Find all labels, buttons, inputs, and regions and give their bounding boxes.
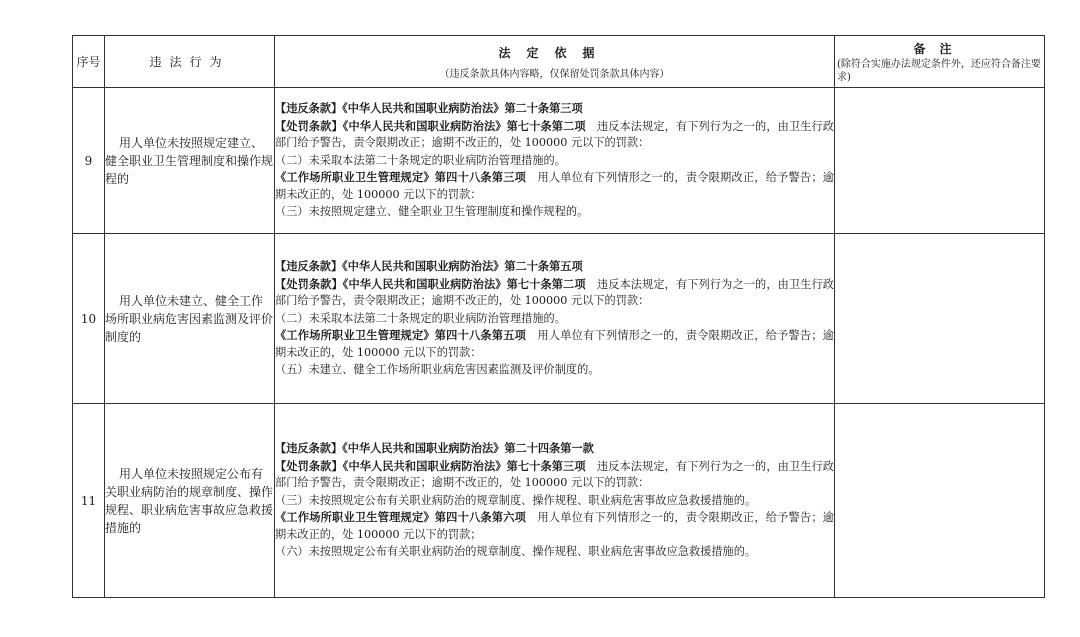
basis-line: （三）未按照规定公布有关职业病防治的规章制度、操作规程、职业病危害事故应急救援措施的。 [275, 493, 757, 507]
header-remark-note: (除符合实施办法规定条件外，还应符合备注要求) [837, 59, 1041, 83]
basis-line: 【违反条款】《中华人民共和国职业病防治法》第二十条第五项 [275, 258, 583, 273]
basis-line: （二）未采取本法第二十条规定的职业病防治管理措施的。 [275, 153, 566, 167]
header-violation: 违法行为 [105, 36, 275, 88]
basis-line: 【处罚条款】《中华人民共和国职业病防治法》第七十条第二项 违反本法规定，有下列行为之一的，由卫生行政部门给予警告，责令限期改正；逾期不改正的，处 100000 元以下的罚款： [275, 276, 834, 308]
row-violation: 用人单位未按照规定公布有关职业病防治的规章制度、操作规程、职业病危害事故应急救援措施的 [105, 404, 275, 598]
row-seq: 11 [73, 404, 105, 598]
regulation-table [72, 35, 1045, 598]
row-seq: 9 [73, 88, 105, 234]
header-basis-title: 法定依据 [498, 45, 611, 60]
header-remark-title: 备注 [913, 42, 966, 56]
table-header-row [73, 36, 1045, 88]
basis-line: （二）未采取本法第二十条规定的职业病防治管理措施的。 [275, 311, 566, 325]
basis-line: （三）未按照规定建立、健全职业卫生管理制度和操作规程的。 [275, 205, 589, 219]
row-violation: 用人单位未按照规定建立、健全职业卫生管理制度和操作规程的 [105, 88, 275, 234]
header-basis [275, 36, 835, 88]
row-basis [275, 404, 835, 598]
basis-line: 《工作场所职业卫生管理规定》第四十八条第三项 用人单位有下列情形之一的，责令限期改正，给予警告；逾期未改正的，处 100000 元以下的罚款： [275, 170, 834, 201]
basis-line: （六）未按照规定公布有关职业病防治的规章制度、操作规程、职业病危害事故应急救援措施的。 [275, 545, 757, 559]
basis-line: 《工作场所职业卫生管理规定》第四十八条第五项 用人单位有下列情形之一的，责令限期改正，给予警告；逾期未改正的，处 100000 元以下的罚款： [275, 328, 834, 359]
table-row [73, 88, 1045, 234]
header-remark [835, 36, 1045, 88]
basis-line: （五）未建立、健全工作场所职业病危害因素监测及评价制度的。 [275, 363, 600, 377]
table-row [73, 404, 1045, 598]
row-remark [835, 234, 1045, 404]
header-basis-note: （违反条款具体内容略，仅保留处罚条款具体内容） [439, 68, 670, 80]
row-remark [835, 404, 1045, 598]
row-basis [275, 234, 835, 404]
row-seq: 10 [73, 234, 105, 404]
row-violation: 用人单位未建立、健全工作场所职业病危害因素监测及评价制度的 [105, 234, 275, 404]
table-row [73, 234, 1045, 404]
row-remark [835, 88, 1045, 234]
basis-line: 【处罚条款】《中华人民共和国职业病防治法》第七十条第二项 违反本法规定，有下列行为之一的，由卫生行政部门给予警告，责令限期改正；逾期不改正的，处 100000 元以下的罚款： [275, 118, 834, 150]
row-basis [275, 88, 835, 234]
header-seq: 序号 [73, 36, 105, 88]
basis-line: 【处罚条款】《中华人民共和国职业病防治法》第七十条第三项 违反本法规定，有下列行为之一的，由卫生行政部门给予警告，责令限期改正；逾期不改正的，处 100000 元以下的罚款： [275, 458, 834, 490]
basis-line: 《工作场所职业卫生管理规定》第四十八条第六项 用人单位有下列情形之一的，责令限期改正，给予警告；逾期未改正的，处 100000 元以下的罚款； [275, 510, 834, 541]
basis-line: 【违反条款】《中华人民共和国职业病防治法》第二十条第三项 [275, 100, 583, 115]
basis-line: 【违反条款】《中华人民共和国职业病防治法》第二十四条第一款 [275, 440, 594, 455]
